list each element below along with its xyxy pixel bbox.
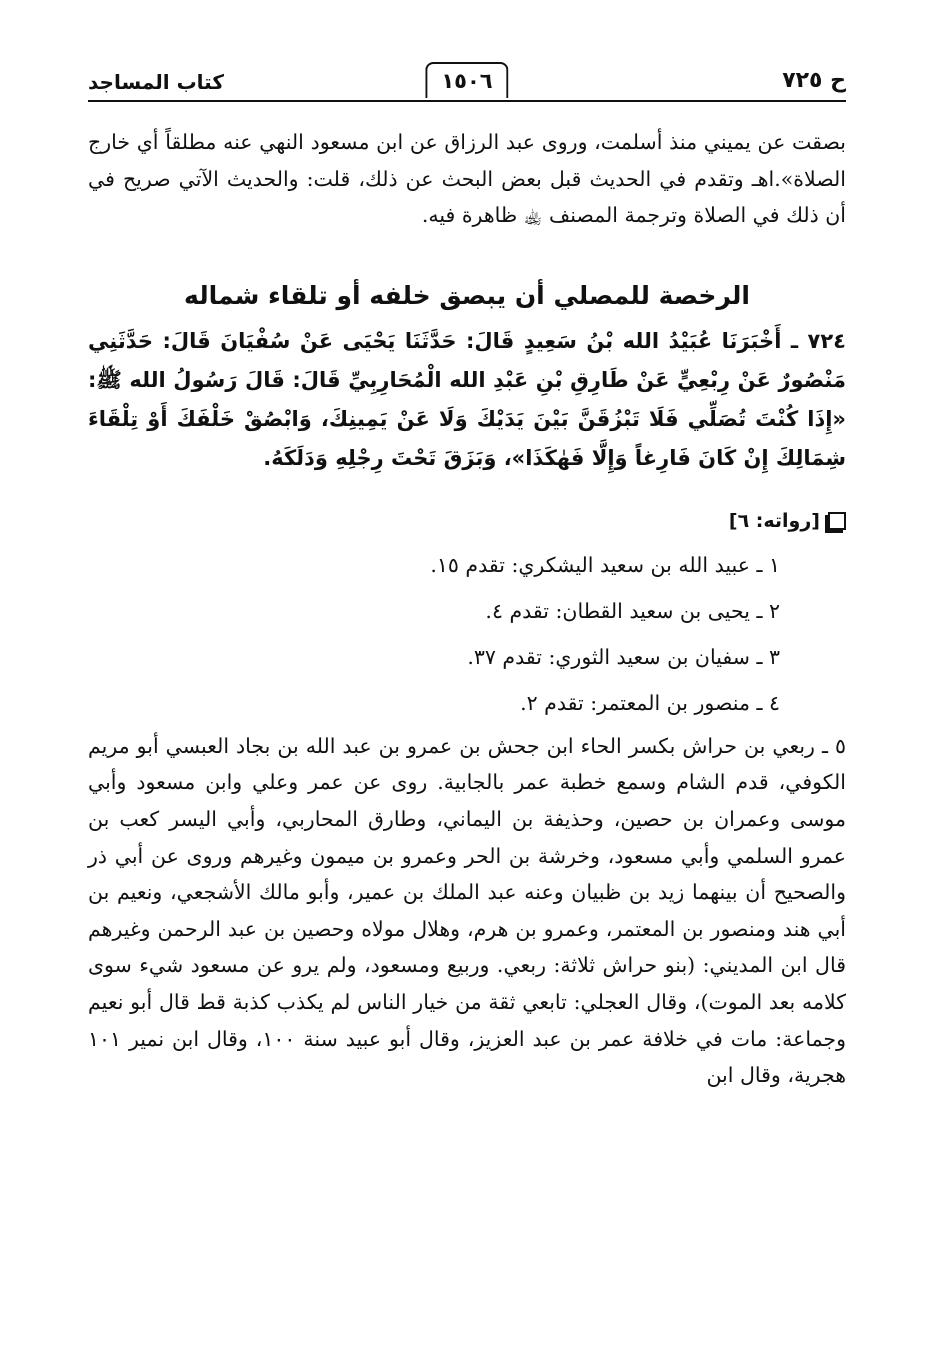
narrator-item: ٤ ـ منصور بن المعتمر: تقدم ٢. bbox=[520, 690, 780, 715]
narrators-heading-label: [رواته: ٦] bbox=[728, 509, 820, 532]
book-title: كتاب المساجد bbox=[88, 70, 224, 94]
section-heading: الرخصة للمصلي أن يبصق خلفه أو تلقاء شماله bbox=[184, 280, 750, 310]
book-page bbox=[88, 60, 846, 1094]
narrator-item: ٢ ـ يحيى بن سعيد القطان: تقدم ٤. bbox=[485, 598, 780, 623]
hadith-reference: ح ٧٢٥ bbox=[782, 68, 846, 93]
narrator-item: ١ ـ عبيد الله بن سعيد اليشكري: تقدم ١٥. bbox=[430, 552, 780, 577]
narrator-biography: ٥ ـ ربعي بن حراش بكسر الحاء ابن جحش بن عمرو بن عبد الله بن بجاد العبسي أبو مريم الكوفي، قدم الشام وسمع خطبة عمر بالجابية. روى عن عمر وعلي وابن مسعود وأبي موسى وعمران بن حصين، وحذيفة بن اليماني، وطارق المحاربي، وأبي اليسر كعب بن عمرو السلمي وأبي مسعود، وخرشة بن الحر وعمرو بن ميمون وغيرهم وروى عن أبي ذر والصحيح أن بينهما زيد بن ظبيان وعنه عبد الملك بن عمير، وأبو مالك الأشجعي، ونعيم بن أبي هند ومنصور بن المعتمر، وعمرو بن هرم، وهلال مولاه وحصين بن عبد الرحمن وغيرهم قال ابن المديني: (بنو حراش ثلاثة: ربعي. وربيع ومسعود، ولم يرو عن مسعود شيء سوى كلامه بعد الموت)، وقال العجلي: تابعي ثقة من خيار الناس لم يكذب كذبة قط قال أبو نعيم وجماعة: مات في خلافة عمر بن عبد العزيز، وقال أبو عبيد سنة ١٠٠، وقال ابن نمير ١٠١ هجرية، وقال ابن bbox=[88, 733, 846, 1088]
page-number: ١٥٠٦ bbox=[425, 62, 508, 98]
narrator-item: ٣ ـ سفيان بن سعيد الثوري: تقدم ٣٧. bbox=[467, 644, 780, 669]
square-bullet-icon bbox=[828, 512, 846, 530]
narrators-heading bbox=[88, 506, 846, 536]
intro-paragraph: بصقت عن يميني منذ أسلمت، وروى عبد الرزاق عن ابن مسعود النهي عنه مطلقاً أي خارج الصلاة».اهـ وتقدم في الحديث قبل بعض البحث عن ذلك، قلت: والحديث الآتي صريح في أن ذلك في الصلاة وترجمة المصنف ﵀ ظاهرة فيه. bbox=[88, 130, 846, 228]
page-header bbox=[88, 60, 846, 102]
hadith-text: ٧٢٤ ـ أَخْبَرَنَا عُبَيْدُ الله بْنُ سَعِيدٍ قَالَ: حَدَّثَنَا يَحْيَى عَنْ سُفْيَانَ قَالَ: حَدَّثَنِي مَنْصُورٌ عَنْ رِبْعِيٍّ عَنْ طَارِقِ بْنِ عَبْدِ الله الْمُحَارِبِيِّ قَالَ: قَالَ رَسُولُ الله ﷺ: «إِذَا كُنْتَ تُصَلِّي فَلَا تَبْزُقَنَّ بَيْنَ يَدَيْكَ وَلَا عَنْ يَمِينِكَ، وَابْصُقْ خَلْفَكَ أَوْ تِلْقَاءَ شِمَالِكَ إِنْ كَانَ فَارِغاً وَإِلَّا فَهٰكَذَا»، وَبَزَقَ تَحْتَ رِجْلِهِ وَدَلَكَهُ. bbox=[88, 328, 846, 470]
narrator-list bbox=[88, 542, 846, 726]
